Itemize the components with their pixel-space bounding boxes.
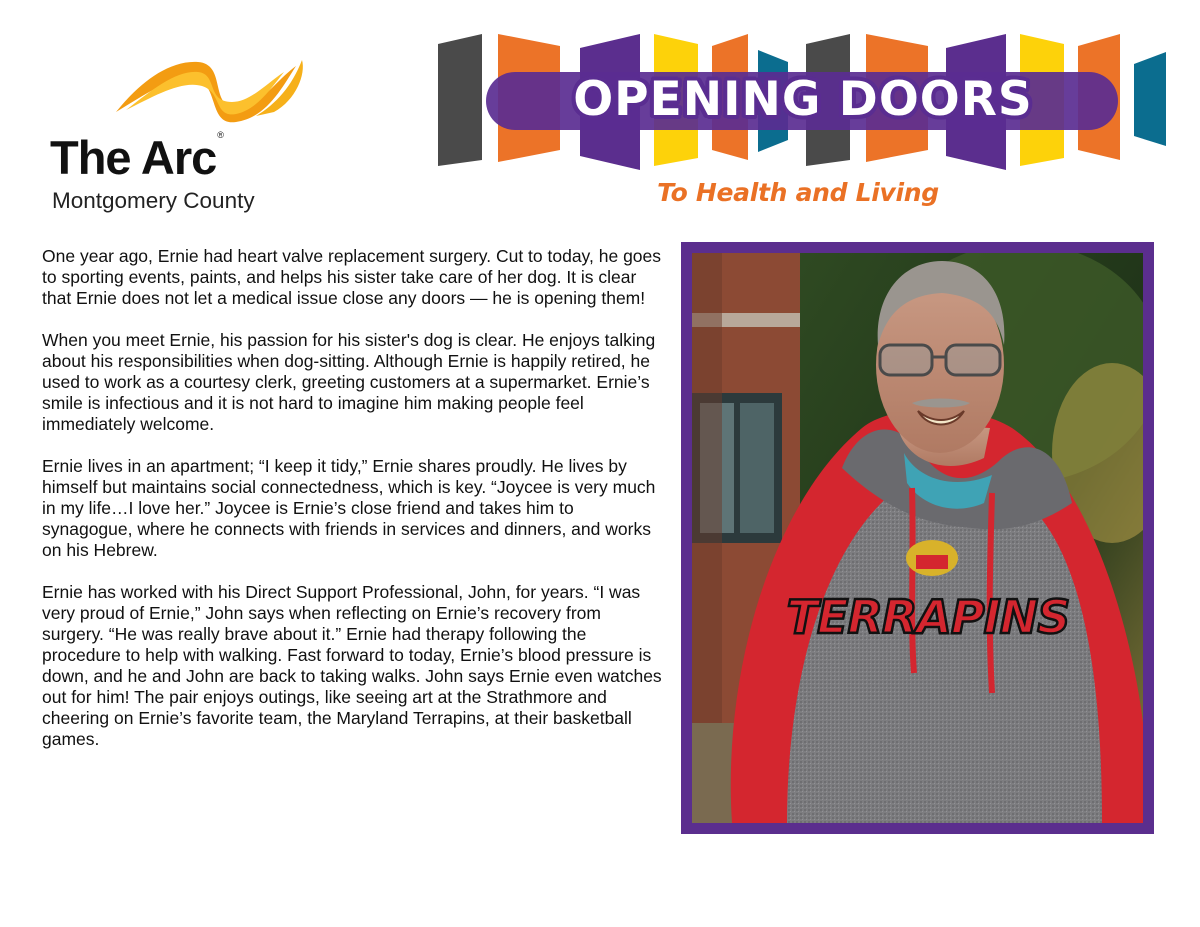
story-paragraph: Ernie has worked with his Direct Support Professional, John, for years. “I was very proud of Ernie,” John says when reflecting on Ernie’s recovery from surgery. “He was really brave about it.” Ernie had therapy following the procedure to help with walking. Fast forward to today, Ernie’s blood pressure is down, and he and John are back to taking walks. John says Ernie even watches out for him! The pair enjoys outings, like seeing art at the Strathmore and cheering on Ernie’s favorite team, the Maryland Terrapins, at their basketball games. [42, 582, 662, 749]
banner-subtitle: To Health and Living [657, 178, 939, 207]
story-text [42, 246, 666, 771]
opening-doors-banner [436, 34, 1168, 170]
photo-frame [681, 242, 1154, 834]
banner-title: OPENING DOORS [573, 72, 1033, 127]
logo-subtitle: Montgomery County [52, 188, 255, 213]
story-paragraph: One year ago, Ernie had heart valve replacement surgery. Cut to today, he goes to sporting events, paints, and helps his sister take care of her dog. It is clear that Ernie does not let a medical issue close any doors — he is opening them! [42, 246, 662, 308]
arc-swoosh-icon [106, 52, 356, 142]
story-paragraph: Ernie lives in an apartment; “I keep it tidy,” Ernie shares proudly. He lives by himself but maintains social connectedness, which is key. “Joycee is very much in my life…I love her.” Joycee is Ernie’s close friend and takes him to synagogue, where he connects with friends in services and dinners, and works on his Hebrew. [42, 456, 656, 560]
portrait-photo [692, 253, 1143, 823]
arc-logo [48, 52, 308, 222]
story-paragraph: When you meet Ernie, his passion for his sister's dog is clear. He enjoys talking about his responsibilities when dog-sitting. Although Ernie is happily retired, he used to work as a courtesy clerk, greeting customers at a supermarket. Ernie’s smile is infectious and it is not hard to imagine him making people feel immediately welcome. [42, 330, 656, 434]
logo-name: The Arc® [50, 130, 223, 184]
hoodie-text: TERRAPINS [786, 590, 1070, 644]
